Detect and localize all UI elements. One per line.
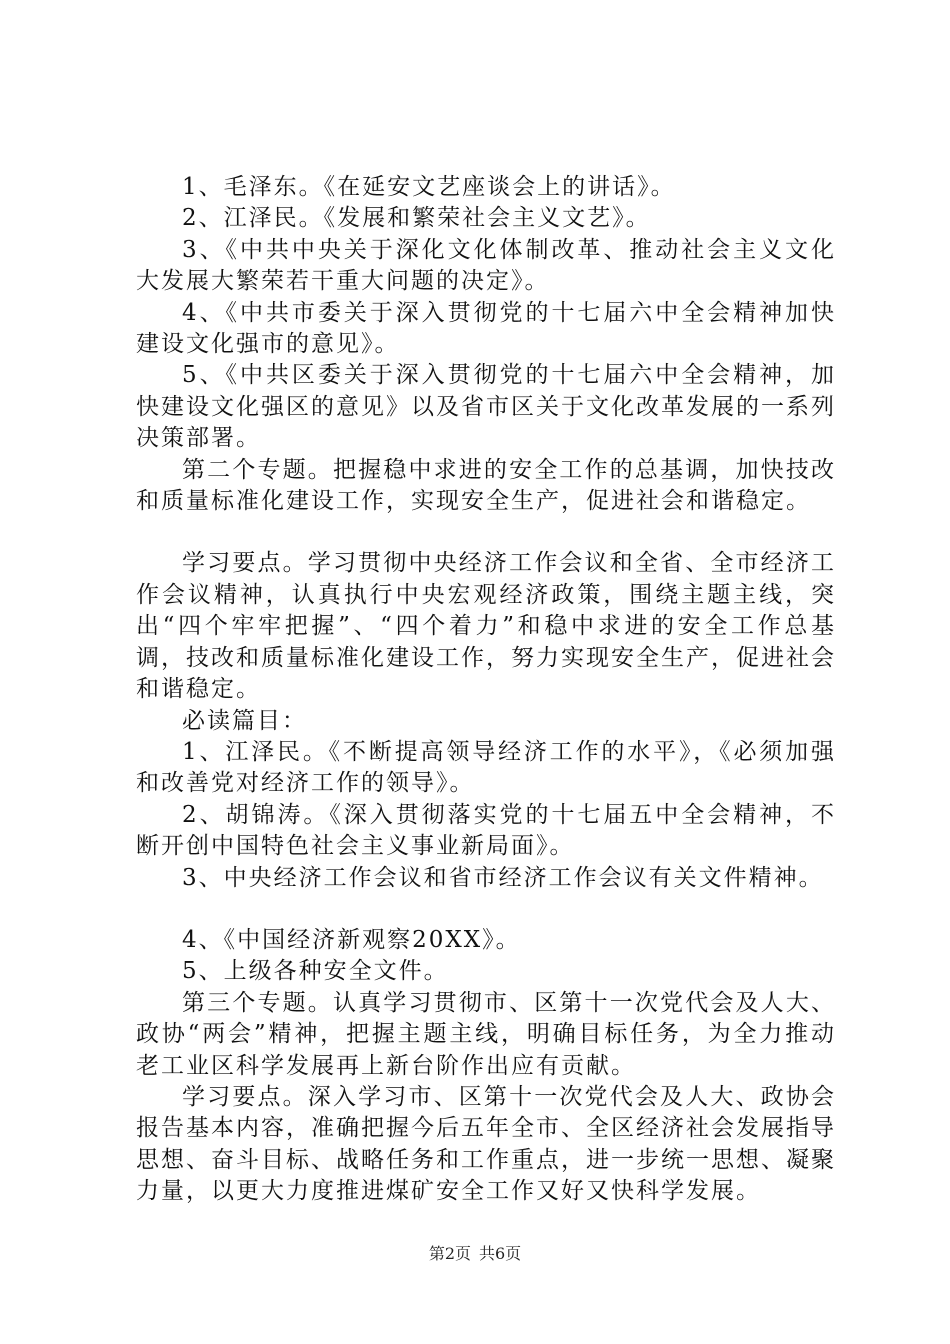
paragraph-required-reading-1: 1、江泽民。《不断提高领导经济工作的水平》，《必须加强和改善党对经济工作的领导》。: [136, 738, 836, 797]
document-body: [136, 172, 836, 1208]
paragraph-reading-2: 2、江泽民。《发展和繁荣社会主义文艺》。: [182, 205, 651, 232]
paragraph-reading-5: 5、《中共区委关于深入贯彻党的十七届六中全会精神，加快建设文化强区的意见》以及省市区关于文化改革发展的一系列决策部署。: [136, 362, 836, 452]
paragraph-required-reading-5: 5、上级各种安全文件。: [182, 958, 449, 985]
paragraph-required-reading-heading: 必读篇目：: [182, 707, 307, 734]
paragraph-reading-3: 3、《中共中央关于深化文化体制改革、推动社会主义文化大发展大繁荣若干重大问题的决定》。: [136, 236, 836, 295]
paragraph-required-reading-4: 4、《中国经济新观察20XX》。: [182, 926, 521, 953]
paragraph-reading-4: 4、《中共市委关于深入贯彻党的十七届六中全会精神加快建设文化强市的意见》。: [136, 299, 836, 358]
paragraph-key-points-3: 学习要点。深入学习市、区第十一次党代会及人大、政协会报告基本内容，准确把握今后五年全市、全区经济社会发展指导思想、奋斗目标、战略任务和工作重点，进一步统一思想、凝聚力量，以更大力度推进煤矿安全工作又好又快科学发展。: [136, 1083, 836, 1205]
page-footer: [0, 1244, 950, 1264]
paragraph-required-reading-2: 2、胡锦涛。《深入贯彻落实党的十七届五中全会精神，不断开创中国特色社会主义事业新局面》。: [136, 801, 836, 860]
page-number: 第2页: [428, 1244, 471, 1263]
page-total: 共6页: [479, 1244, 522, 1263]
paragraph-topic-2: 第二个专题。把握稳中求进的安全工作的总基调，加快技改和质量标准化建设工作，实现安全生产，促进社会和谐稳定。: [136, 456, 836, 515]
paragraph-topic-3: 第三个专题。认真学习贯彻市、区第十一次党代会及人大、政协“两会”精神，把握主题主线，明确目标任务，为全力推动老工业区科学发展再上新台阶作出应有贡献。: [136, 989, 836, 1079]
paragraph-required-reading-3: 3、中央经济工作会议和省市经济工作会议有关文件精神。: [182, 864, 824, 891]
paragraph-key-points-2: 学习要点。学习贯彻中央经济工作会议和全省、全市经济工作会议精神，认真执行中央宏观经济政策，围绕主题主线，突出“四个牢牢把握”、“四个着力”和稳中求进的安全工作总基调，技改和质量标准化建设工作，努力实现安全生产，促进社会和谐稳定。: [136, 550, 836, 703]
paragraph-reading-1: 1、毛泽东。《在延安文艺座谈会上的讲话》。: [182, 174, 676, 200]
